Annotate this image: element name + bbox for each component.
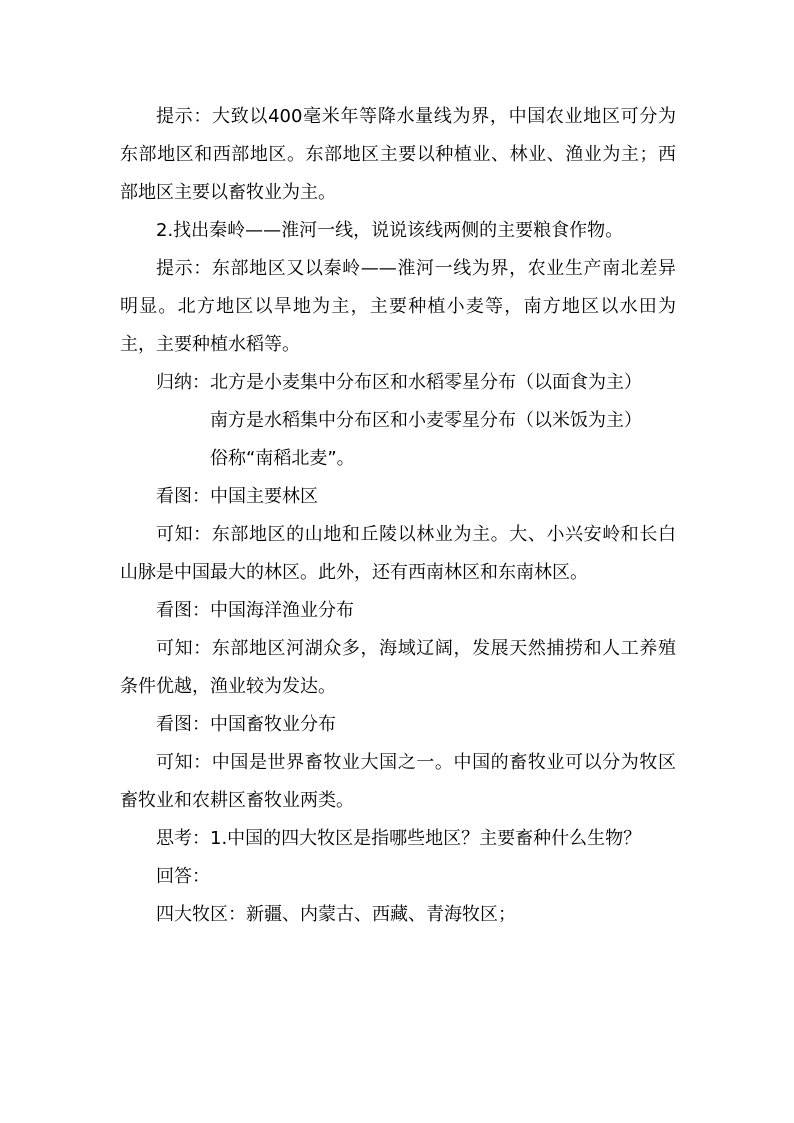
know-fishery: 可知：东部地区河湖众多，海域辽阔，发展天然捕捞和人工养殖条件优越，渔业较为发达。: [120, 638, 676, 697]
summary-line-3: 俗称“南稻北麦”。: [210, 448, 355, 469]
question-2: 2.找出秦岭——淮河一线，说说该线两侧的主要粮食作物。: [156, 220, 624, 241]
look-livestock-map: 看图：中国畜牧业分布: [156, 714, 336, 735]
hint-paragraph-1: 提示：大致以400毫米年等降水量线为界，中国农业地区可分为东部地区和西部地区。东部地区主要以种植业、林业、渔业为主；西部地区主要以畜牧业为主。: [120, 106, 676, 203]
look-fishery-map: 看图：中国海洋渔业分布: [156, 600, 354, 621]
summary-line-2: 南方是水稻集中分布区和小麦零星分布（以米饭为主）: [210, 410, 642, 431]
answer-text: 四大牧区：新疆、内蒙古、西藏、青海牧区；: [156, 904, 516, 925]
look-forest-map: 看图：中国主要林区: [156, 486, 318, 507]
summary-line-1: 归纳：北方是小麦集中分布区和水稻零星分布（以面食为主）: [156, 372, 642, 393]
hint-paragraph-2: 提示：东部地区又以秦岭——淮河一线为界，农业生产南北差异明显。北方地区以旱地为主，主要种植小麦等，南方地区以水田为主，主要种植水稻等。: [120, 258, 676, 355]
think-question: 思考：1.中国的四大牧区是指哪些地区？主要畜种什么生物？: [156, 828, 642, 849]
document-body: [120, 98, 676, 934]
know-forest: 可知：东部地区的山地和丘陵以林业为主。大、小兴安岭和长白山脉是中国最大的林区。此外，还有西南林区和东南林区。: [120, 524, 676, 583]
answer-label: 回答：: [156, 866, 210, 887]
know-livestock: 可知：中国是世界畜牧业大国之一。中国的畜牧业可以分为牧区畜牧业和农耕区畜牧业两类。: [120, 752, 676, 811]
